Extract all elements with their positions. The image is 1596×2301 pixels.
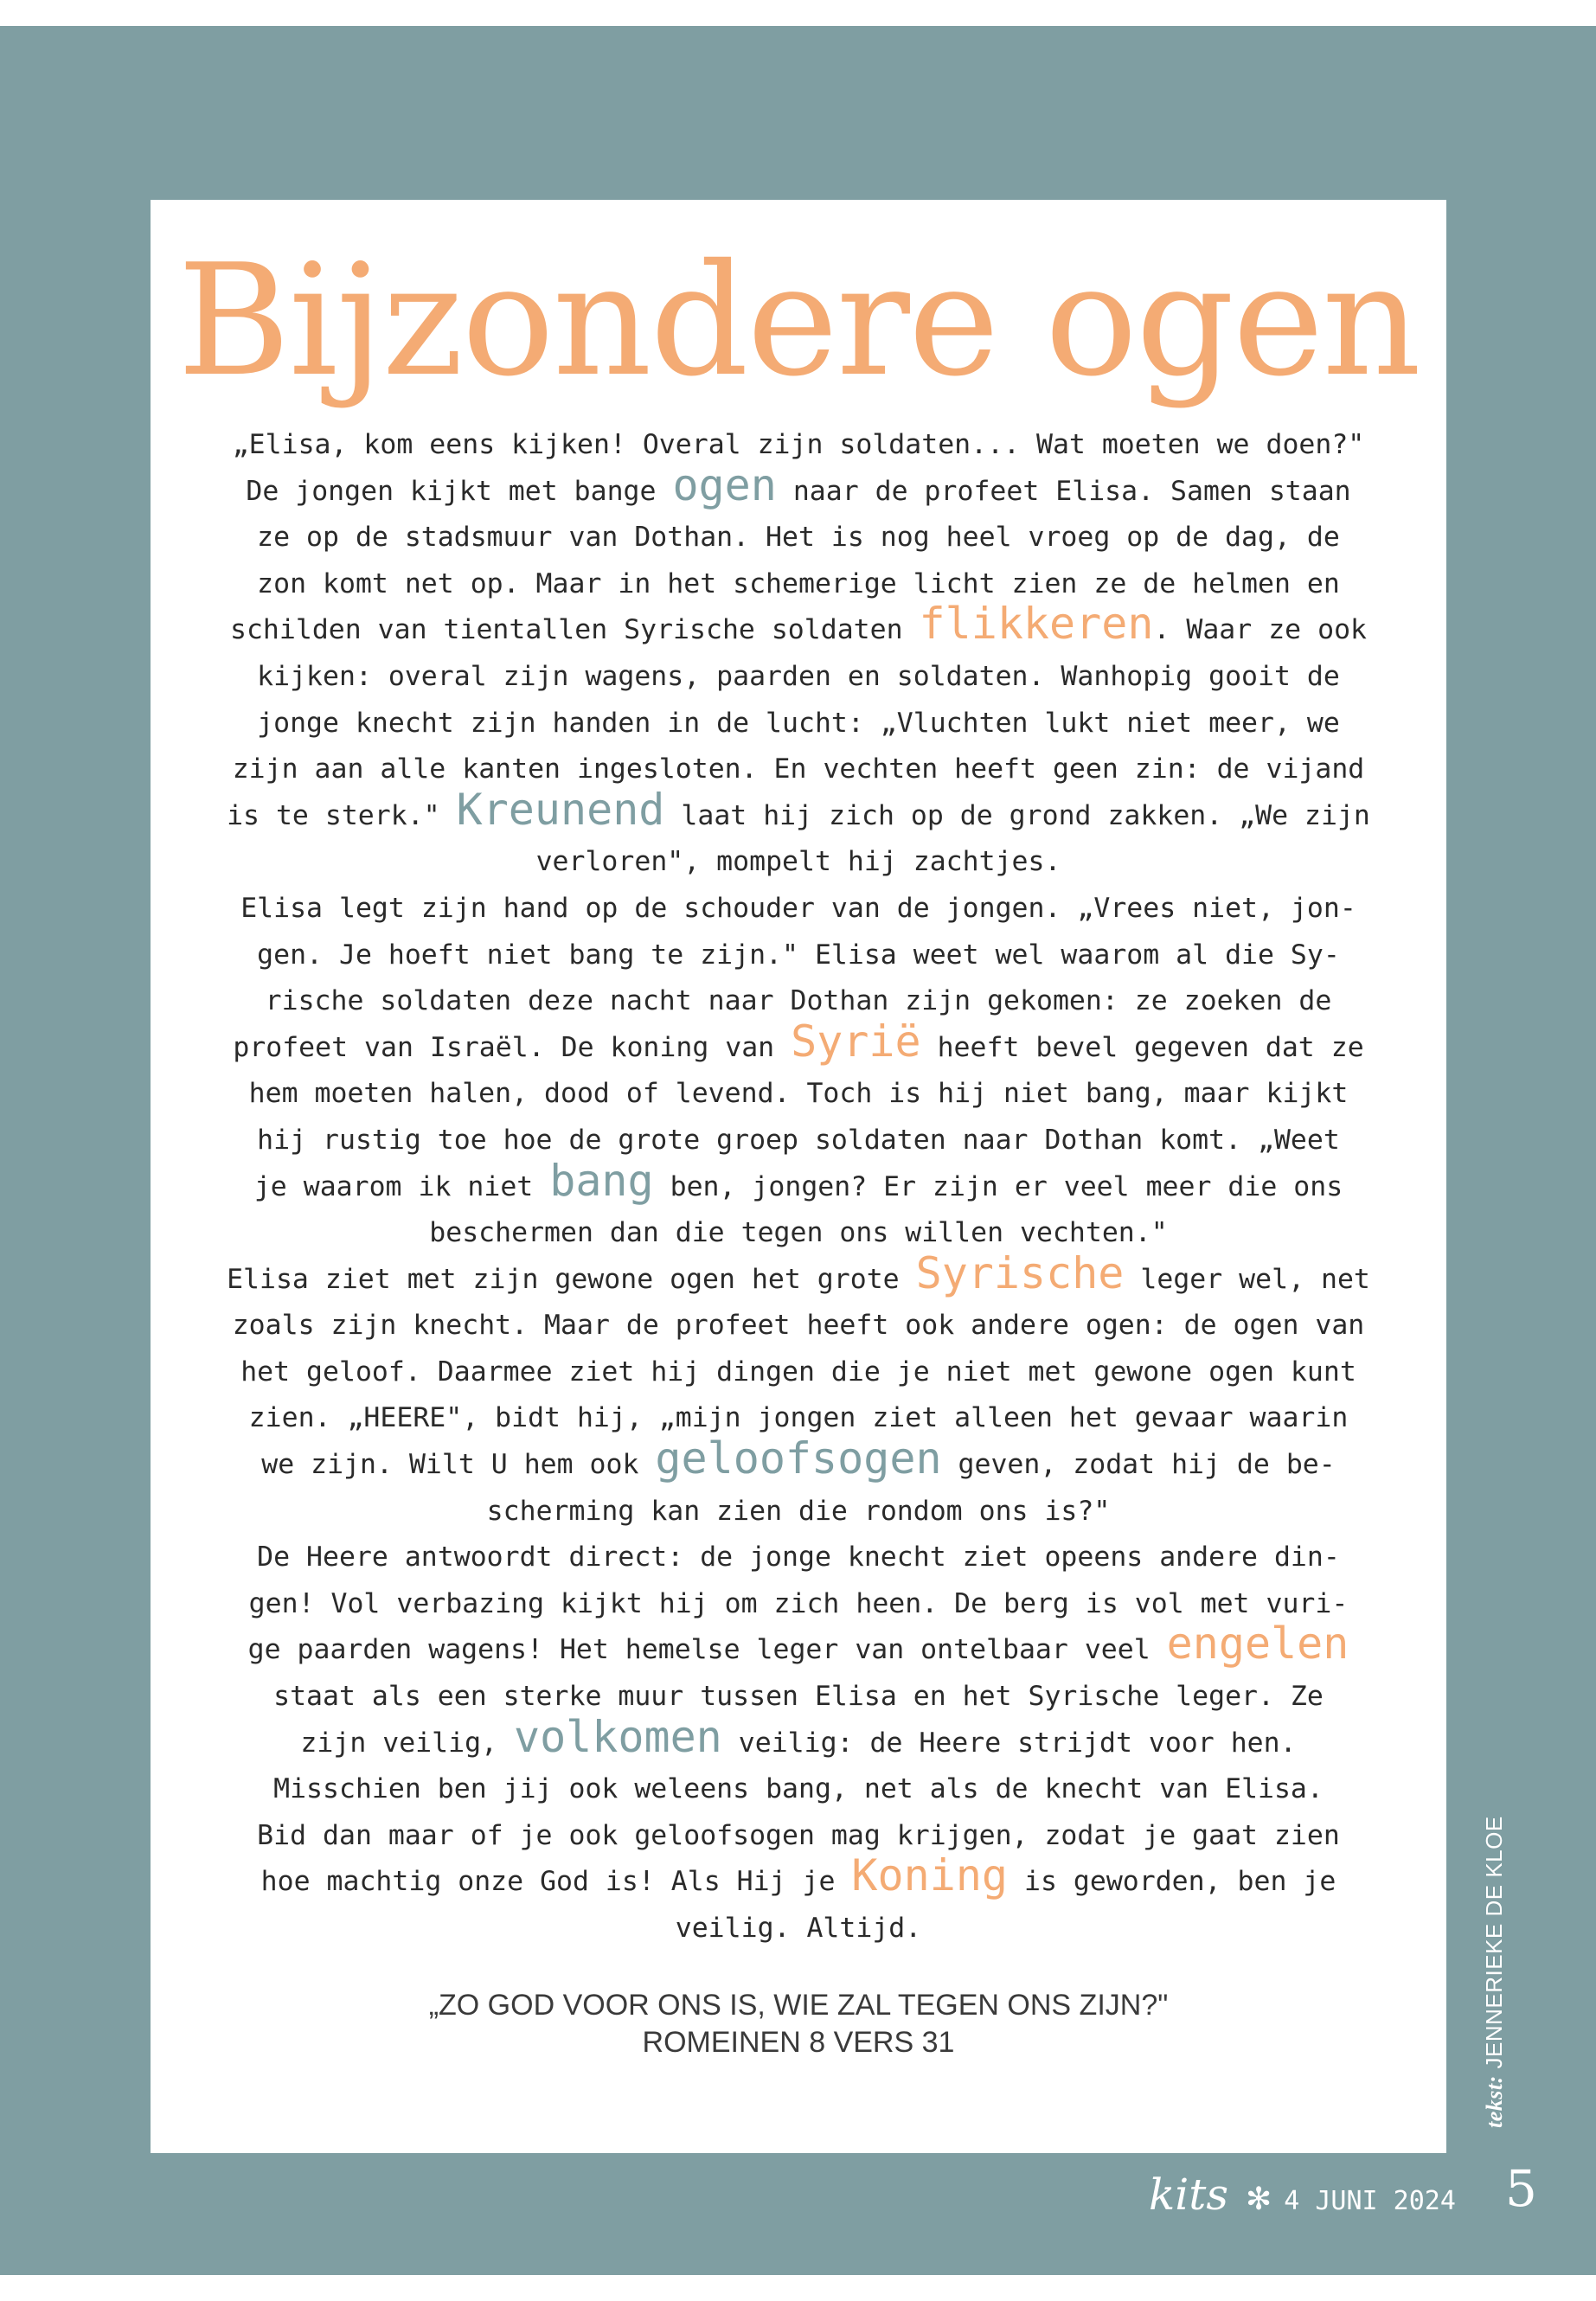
story-text-segment: je waarom ik niet bbox=[253, 1170, 550, 1202]
highlight-word: Syrië bbox=[791, 1016, 921, 1067]
highlight-word: flikkeren bbox=[919, 599, 1154, 650]
story-text-segment: naar de profeet Elisa. Samen staan bbox=[776, 475, 1351, 507]
story-text-segment: we zijn. Wilt U hem ook bbox=[261, 1449, 656, 1481]
story-text-segment: het geloof. Daarmee ziet hij dingen die je niet met gewone ogen kunt bbox=[240, 1356, 1356, 1388]
story-line bbox=[183, 561, 1413, 608]
credit-author: JENNERIEKE DE KLOE bbox=[1481, 1816, 1507, 2069]
story-text-segment: „Elisa, kom eens kijken! Overal zijn soldaten... Wat moeten we doen?" bbox=[232, 429, 1365, 460]
story-text-segment: veilig. Altijd. bbox=[675, 1913, 922, 1944]
story-text-segment: De jongen kijkt met bange bbox=[246, 475, 673, 507]
story-line bbox=[183, 1711, 1413, 1767]
story-text-segment: zijn veilig, bbox=[300, 1727, 514, 1759]
story-line bbox=[183, 1618, 1413, 1674]
story-line bbox=[183, 747, 1413, 793]
story-line bbox=[183, 1850, 1413, 1906]
story-line bbox=[183, 1674, 1413, 1721]
story-text-segment: ben, jongen? Er zijn er veel meer die ons bbox=[653, 1170, 1343, 1202]
story-text-segment: zoals zijn knecht. Maar de profeet heeft ook andere ogen: de ogen van bbox=[232, 1310, 1365, 1342]
highlight-word: Syrische bbox=[915, 1247, 1125, 1298]
story-text-segment: zijn aan alle kanten ingesloten. En vechten heeft geen zin: de vijand bbox=[232, 753, 1365, 785]
story-text-segment: gen. Je hoeft niet bang te zijn." Elisa weet wel waarom al die Sy- bbox=[257, 939, 1340, 971]
story-text-segment: ge paarden wagens! Het hemelse leger van ontelbaar veel bbox=[247, 1634, 1167, 1666]
story-text-segment: Elisa ziet met zijn gewone ogen het grote bbox=[227, 1263, 916, 1295]
story-text-segment: is te sterk." bbox=[227, 799, 457, 831]
highlight-word: bang bbox=[549, 1155, 654, 1206]
story-text-segment: Elisa legt zijn hand op de schouder van de jongen. „Vrees niet, jon- bbox=[240, 892, 1356, 924]
highlight-word: geloofsogen bbox=[655, 1433, 942, 1484]
story-text-segment: De Heere antwoordt direct: de jonge knecht ziet opeens andere din- bbox=[257, 1541, 1340, 1574]
story-text-segment: is geworden, ben je bbox=[1008, 1866, 1336, 1898]
story-line bbox=[183, 1906, 1413, 1952]
highlight-word: Koning bbox=[851, 1850, 1009, 1901]
story-line bbox=[183, 701, 1413, 747]
story-line bbox=[183, 886, 1413, 933]
credit-label: tekst: bbox=[1482, 2075, 1507, 2128]
story-text-segment: beschermen dan die tegen ons willen vechten." bbox=[429, 1217, 1168, 1249]
story-line bbox=[183, 1247, 1413, 1304]
story-text-segment: laat hij zich op de grond zakken. „We zijn bbox=[664, 799, 1370, 831]
story-text-segment: jonge knecht zijn handen in de lucht: „Vluchten lukt niet meer, we bbox=[257, 707, 1340, 739]
story-text-segment: hij rustig toe hoe de grote groep soldaten naar Dothan komt. „Weet bbox=[257, 1124, 1340, 1156]
story-text-segment: . Waar ze ook bbox=[1153, 614, 1367, 646]
story-text-segment: leger wel, net bbox=[1124, 1263, 1370, 1295]
highlight-word: engelen bbox=[1166, 1618, 1349, 1670]
story-line bbox=[183, 654, 1413, 701]
story-line bbox=[183, 1489, 1413, 1535]
story-text-segment: geven, zodat hij de be- bbox=[941, 1449, 1336, 1481]
story-line bbox=[183, 1016, 1413, 1072]
highlight-word: Kreunend bbox=[456, 784, 665, 835]
story-line bbox=[183, 1766, 1413, 1813]
story-text-segment: gen! Vol verbazing kijkt hij om zich heen. De berg is vol met vuri- bbox=[248, 1587, 1349, 1619]
story-text-segment: Bid dan maar of je ook geloofsogen mag krijgen, zodat je gaat zien bbox=[257, 1819, 1340, 1851]
story-line bbox=[183, 422, 1413, 469]
highlight-word: ogen bbox=[672, 459, 777, 510]
story-text-segment: scherming kan zien die rondom ons is?" bbox=[486, 1495, 1111, 1527]
story-text-segment: kijken: overal zijn wagens, paarden en soldaten. Wanhopig gooit de bbox=[257, 660, 1340, 692]
issue-date: 4 JUNI 2024 bbox=[1284, 2186, 1456, 2216]
story-line bbox=[183, 599, 1413, 654]
magazine-logo: kits bbox=[1149, 2170, 1229, 2220]
story-line bbox=[183, 1349, 1413, 1396]
verse-quote: „ZO GOD VOOR ONS IS, WIE ZAL TEGEN ONS ZIJN?" bbox=[428, 1989, 1169, 2022]
story-line bbox=[183, 1155, 1413, 1211]
page-footer bbox=[1149, 2170, 1456, 2220]
story-line bbox=[183, 459, 1413, 516]
story-line bbox=[183, 1303, 1413, 1349]
page-number: 5 bbox=[1505, 2159, 1537, 2218]
story-text-segment: zien. „HEERE", bidt hij, „mijn jongen ziet alleen het gevaar waarin bbox=[248, 1402, 1349, 1434]
article-title: Bijzondere ogen bbox=[177, 231, 1420, 410]
asterisk-icon: ✻ bbox=[1246, 2182, 1272, 2217]
story-text-segment: hoe machtig onze God is! Als Hij je bbox=[260, 1866, 852, 1898]
story-line bbox=[183, 515, 1413, 561]
story-text bbox=[183, 422, 1413, 1952]
author-credit bbox=[1481, 1816, 1508, 2128]
story-line bbox=[183, 1118, 1413, 1164]
story-line bbox=[183, 933, 1413, 979]
story-text-segment: verloren", mompelt hij zachtjes. bbox=[535, 846, 1061, 878]
story-text-segment: rische soldaten deze nacht naar Dothan zijn gekomen: ze zoeken de bbox=[265, 985, 1332, 1017]
story-text-segment: Misschien ben jij ook weleens bang, net als de knecht van Elisa. bbox=[273, 1773, 1324, 1805]
bible-verse bbox=[151, 1987, 1446, 2061]
story-text-segment: veilig: de Heere strijdt voor hen. bbox=[721, 1727, 1297, 1759]
story-text-segment: heeft bevel gegeven dat ze bbox=[920, 1031, 1364, 1063]
story-line bbox=[183, 1210, 1413, 1257]
story-line bbox=[183, 1433, 1413, 1489]
story-line bbox=[183, 784, 1413, 840]
story-line bbox=[183, 839, 1413, 886]
story-text-segment: staat als een sterke muur tussen Elisa en het Syrische leger. Ze bbox=[273, 1681, 1324, 1713]
story-text-segment: ze op de stadsmuur van Dothan. Het is nog heel vroeg op de dag, de bbox=[257, 522, 1340, 554]
highlight-word: volkomen bbox=[513, 1711, 722, 1762]
page-frame bbox=[0, 26, 1596, 2275]
article-card bbox=[151, 200, 1446, 2153]
story-text-segment: profeet van Israël. De koning van bbox=[233, 1031, 792, 1063]
story-text-segment: schilden van tientallen Syrische soldaten bbox=[230, 614, 920, 646]
story-text-segment: zon komt net op. Maar in het schemerige licht zien ze de helmen en bbox=[257, 567, 1340, 599]
verse-reference: ROMEINEN 8 VERS 31 bbox=[642, 2026, 955, 2059]
story-line bbox=[183, 1813, 1413, 1860]
story-line bbox=[183, 1535, 1413, 1581]
story-line bbox=[183, 1071, 1413, 1118]
story-text-segment: hem moeten halen, dood of levend. Toch is hij niet bang, maar kijkt bbox=[248, 1078, 1349, 1110]
